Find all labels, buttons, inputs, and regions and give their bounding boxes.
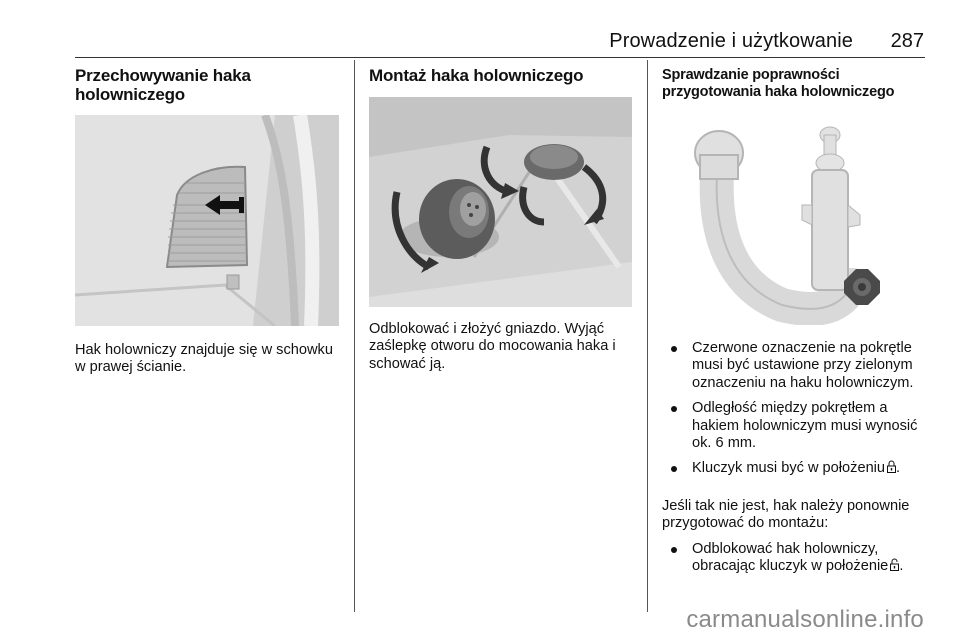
unlock-list: [662, 541, 930, 584]
column-divider: [647, 60, 648, 612]
section-heading: Przechowywanie haka holowniczego: [75, 66, 251, 104]
bullet-dot: [671, 346, 677, 352]
storage-illustration: [75, 115, 339, 326]
section-mounting: [369, 66, 634, 85]
lock-open-icon: [890, 558, 899, 571]
page-header-title: Prowadzenie i użytkowanie: [609, 30, 853, 52]
bullet-dot: [671, 406, 677, 412]
bullet-dot: [671, 466, 677, 472]
check-text: Jeśli tak nie jest, hak należy ponownie przygotować do montażu:: [662, 498, 910, 532]
list-item: Odległość między pokrętłem a hakiem holowniczym musi wynosić ok. 6 mm.: [662, 400, 930, 452]
section-heading: Sprawdzanie poprawności przygotowania haka holowniczego: [662, 67, 895, 100]
page-number: 287: [890, 30, 924, 52]
section-check: [662, 67, 928, 101]
towbar-illustration: [662, 115, 926, 325]
list-item: Odblokować hak holowniczy, obracając kluczyk w położenie .: [662, 541, 930, 576]
header-rule: [75, 57, 925, 58]
watermark: carmanualsonline.info: [686, 606, 924, 633]
list-item: Czerwone oznaczenie na pokrętle musi być ustawione przy zielonym oznaczeniu na haku holowniczym.: [662, 340, 930, 392]
bullet-dot: [671, 547, 677, 553]
storage-text: Hak holowniczy znajduje się w schowku w prawej ścianie.: [75, 342, 333, 376]
check-list: [662, 340, 930, 486]
lock-closed-icon: [887, 460, 896, 473]
section-storage: [75, 66, 340, 104]
mounting-illustration: [369, 97, 632, 307]
section-heading: Montaż haka holowniczego: [369, 66, 584, 85]
mounting-text: Odblokować i złożyć gniazdo. Wyjąć zaślepkę otworu do mocowania haka i schować ją.: [369, 321, 616, 372]
column-divider: [354, 60, 355, 612]
list-item: Kluczyk musi być w położeniu .: [662, 460, 930, 477]
